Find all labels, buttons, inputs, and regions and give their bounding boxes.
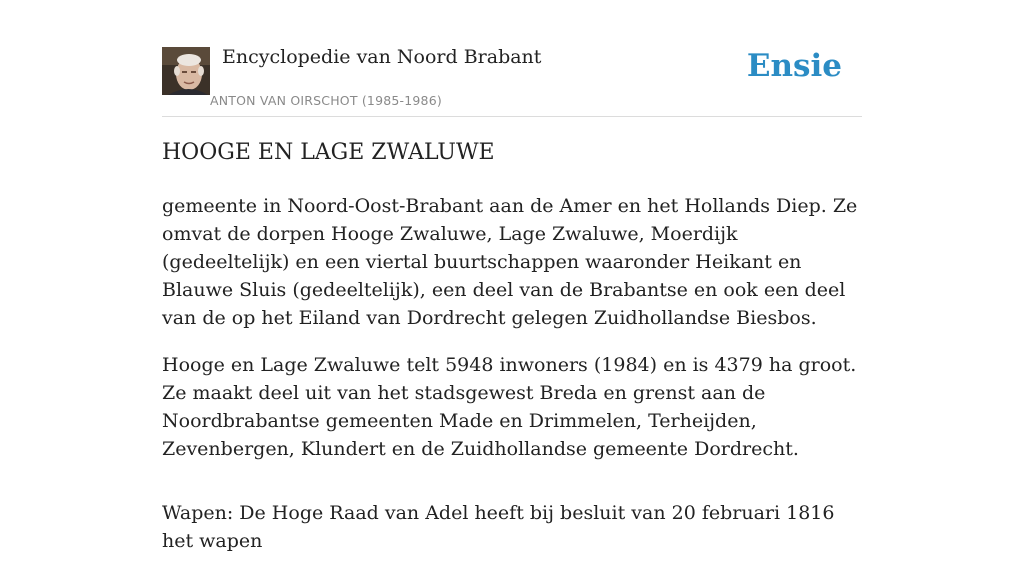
entry-title: HOOGE EN LAGE ZWALUWE: [162, 140, 495, 165]
author-avatar[interactable]: [162, 47, 210, 95]
author-name[interactable]: ANTON VAN OIRSCHOT (1985-1986): [210, 93, 442, 108]
body-paragraph: Hooge en Lage Zwaluwe telt 5948 inwoners (1984) en is 4379 ha groot. Ze maakt deel uit van het stadsgewest Breda en grenst aan de Noordbrabantse gemeenten Made en Drimmelen, Terheijden, Zevenbergen, Klundert en de Zuidhollandse gemeente Dordrecht.: [162, 354, 857, 460]
book-title[interactable]: Encyclopedie van Noord Brabant: [222, 46, 542, 68]
ensie-logo[interactable]: Ensie: [746, 48, 842, 84]
article-header: [162, 45, 862, 117]
body-paragraph: gemeente in Noord-Oost-Brabant aan de Amer en het Hollands Diep. Ze omvat de dorpen Hooge Zwaluwe, Lage Zwaluwe, Moerdijk (gedeeltelijk) en een viertal buurtschappen waaronder Heikant en Blauwe Sluis (gedeeltelijk), een deel van de Brabantse en ook een deel van de op het Eiland van Dordrecht gelegen Zuidhollandse Biesbos.: [162, 195, 858, 329]
body-paragraph: Wapen: De Hoge Raad van Adel heeft bij besluit van 20 februari 1816 het wapen: [162, 502, 835, 552]
portrait-image: [162, 47, 210, 95]
entry-body: [162, 192, 862, 574]
